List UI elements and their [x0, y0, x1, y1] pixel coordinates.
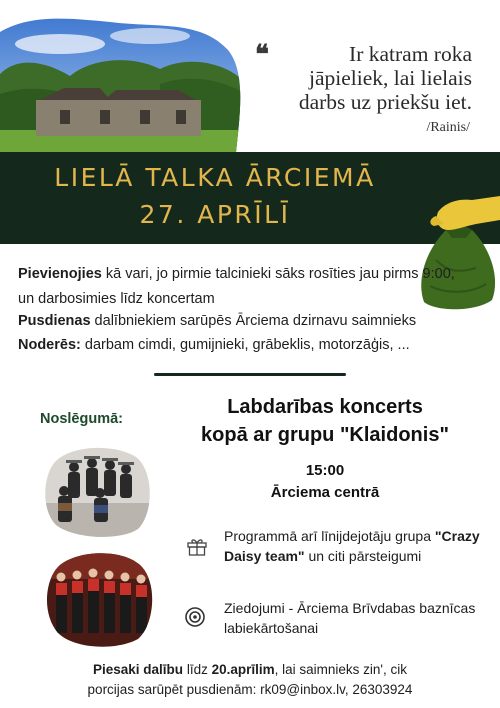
registration-rest: , lai saimnieks zin', cik — [274, 662, 407, 677]
gift-icon — [186, 535, 208, 557]
concert-title-line-1: Labdarības koncerts — [227, 396, 423, 418]
concert-time: 15:00 — [305, 462, 345, 479]
event-date: 27. APRĪLĪ — [139, 200, 291, 229]
info-paragraph-3 — [18, 337, 458, 353]
info-text-1: kā vari, jo pirmie talcinieki sāks rosīties jau pirms 9:00, un darbosimies līdz koncertam — [18, 266, 455, 307]
program-note — [224, 526, 484, 566]
registration-note — [30, 660, 470, 700]
closing-label: Noslēgumā: — [40, 411, 123, 427]
info-bold-2: Pusdienas — [18, 313, 91, 329]
registration-deadline: 20.aprīlim — [211, 662, 275, 677]
dancers-photo — [46, 549, 154, 647]
event-title: LIELĀ TALKA ĀRCIEMĀ — [54, 163, 376, 192]
info-bold-3: Noderēs: — [18, 337, 81, 353]
registration-mid: līdz — [183, 662, 212, 677]
target-icon — [184, 606, 206, 628]
registration-bold-1: Piesaki dalību — [93, 662, 184, 677]
info-paragraph-1 — [18, 262, 458, 312]
quote-line-3: darbs uz priekšu iet. — [298, 90, 472, 114]
concert-title — [170, 393, 480, 449]
quote-author: /Rainis/ — [426, 120, 470, 135]
program-pre: Programmā arī līnijdejotāju grupa — [224, 528, 435, 544]
donation-note: Ziedojumi - Ārciema Brīvdabas baznīcas labiekārtošanai — [224, 600, 476, 636]
info-text-3: darbam cimdi, gumijnieki, grābeklis, motorzāģis, ... — [80, 337, 410, 353]
info-bold-1: Pievienojies — [18, 266, 102, 282]
quote-line-2: jāpieliek, lai lielais — [309, 66, 472, 90]
ruin-photo — [0, 14, 246, 152]
quote-text — [242, 42, 472, 114]
info-paragraph-2 — [18, 313, 458, 329]
band-photo — [44, 443, 152, 538]
quote-mark-icon: ❝ — [255, 40, 267, 70]
concert-title-line-2: kopā ar grupu "Klaidonis" — [201, 424, 449, 446]
program-group: "Crazy Daisy team" — [224, 528, 480, 564]
registration-line-1 — [30, 660, 470, 680]
divider — [154, 373, 346, 376]
concert-place: Ārciema centrā — [270, 484, 380, 501]
quote-line-1: Ir katram roka — [349, 42, 472, 66]
program-post: un citi pārsteigumi — [304, 548, 422, 564]
info-text-2: dalībniekiem sarūpēs Ārciema dzirnavu saimnieks — [90, 313, 417, 329]
registration-line-2: porcijas sarūpēt pusdienām: rk09@inbox.lv, 26303924 — [87, 682, 413, 697]
